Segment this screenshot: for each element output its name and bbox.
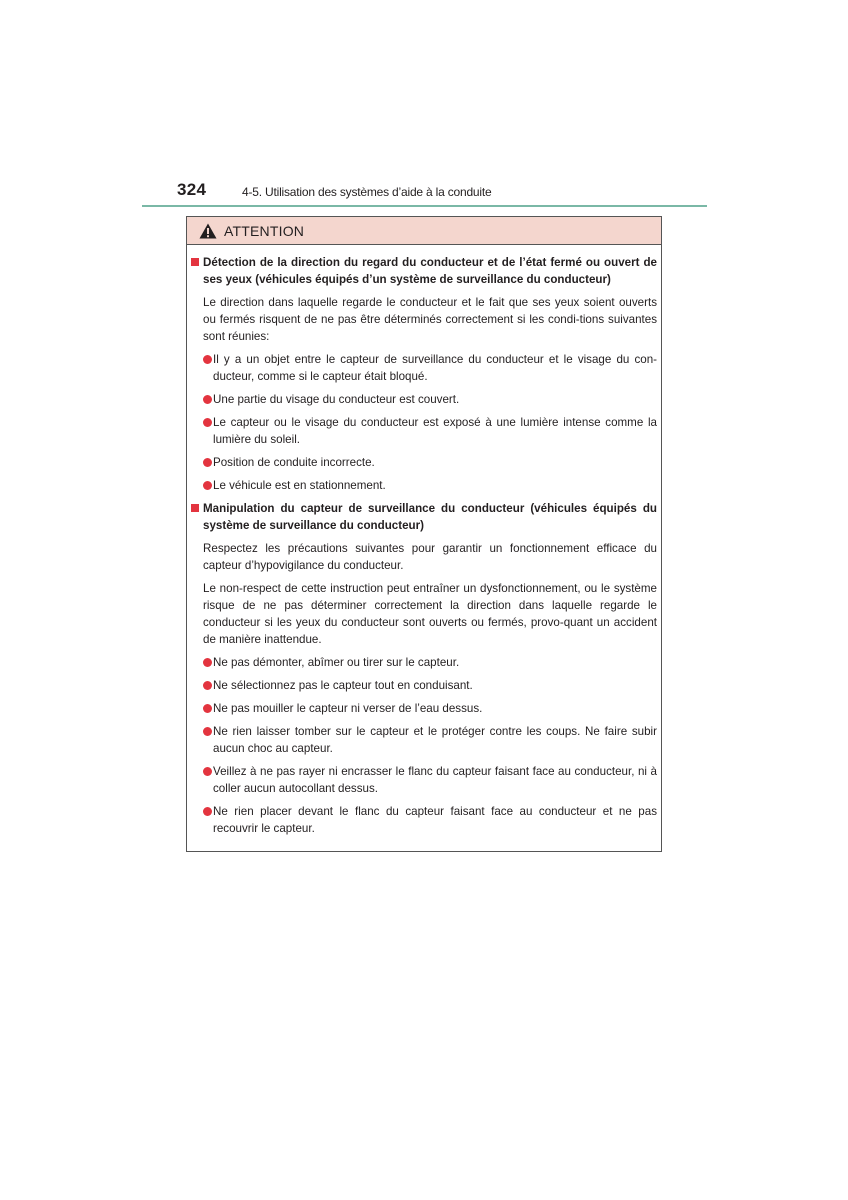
section-heading xyxy=(191,500,657,534)
chapter-title: 4-5. Utilisation des systèmes d’aide à la conduite xyxy=(242,185,492,199)
list-item xyxy=(203,763,657,797)
dot-bullet-icon xyxy=(203,658,212,667)
list-item-text: Veillez à ne pas rayer ni encrasser le flanc du capteur faisant face au conducteur, ni à coller aucun autocollant dessus. xyxy=(213,765,657,795)
page-number: 324 xyxy=(177,180,207,199)
section-heading xyxy=(191,254,657,288)
dot-bullet-icon xyxy=(203,767,212,776)
dot-bullet-icon xyxy=(203,395,212,404)
list-item xyxy=(203,803,657,837)
list-item-text: Ne sélectionnez pas le capteur tout en conduisant. xyxy=(213,679,473,692)
list-item-text: Ne rien placer devant le flanc du capteur faisant face au conducteur et ne pas recouvrir le capteur. xyxy=(213,805,657,835)
list-item-text: Position de conduite incorrecte. xyxy=(213,456,375,469)
list-item-text: Le véhicule est en stationnement. xyxy=(213,479,386,492)
section-heading-text: Détection de la direction du regard du conducteur et de l’état fermé ou ouvert de ses yeux (véhicules équipés d’un système de surveillance du conducteur) xyxy=(203,256,657,286)
list-item-text: Ne pas démonter, abîmer ou tirer sur le capteur. xyxy=(213,656,460,669)
section-sensor-handling xyxy=(191,500,657,837)
list-item-text: Ne rien laisser tomber sur le capteur et le protéger contre les coups. Ne faire subir aucun choc au capteur. xyxy=(213,725,657,755)
caution-content xyxy=(187,245,661,837)
dot-bullet-icon xyxy=(203,681,212,690)
section-paragraph: Respectez les précautions suivantes pour garantir un fonctionnement efficace du capteur d’hypovigilance du conducteur. xyxy=(203,542,657,572)
caution-header xyxy=(187,217,661,245)
square-bullet-icon xyxy=(191,504,199,512)
list-item-text: Ne pas mouiller le capteur ni verser de l’eau dessus. xyxy=(213,702,483,715)
list-item xyxy=(203,477,657,494)
section-paragraph: Le non-respect de cette instruction peut entraîner un dysfonctionnement, ou le système risque de ne pas déterminer correctement la direction dans laquelle regarde le conducteur si les yeux du conducteur sont ouverts ou fermés, provo-quant un accident de manière inattendue. xyxy=(203,582,657,646)
dot-bullet-icon xyxy=(203,481,212,490)
page-header xyxy=(0,178,848,210)
list-item-text: Il y a un objet entre le capteur de surveillance du conducteur et le visage du con-ducteur, comme si le capteur était bloqué. xyxy=(213,353,657,383)
list-item xyxy=(203,677,657,694)
caution-box xyxy=(186,216,662,852)
section-gaze-detection xyxy=(191,254,657,494)
list-item xyxy=(203,723,657,757)
header-divider xyxy=(142,205,707,207)
list-item xyxy=(203,391,657,408)
section-paragraph: Le direction dans laquelle regarde le conducteur et le fait que ses yeux soient ouverts ou fermés risquent de ne pas être déterminés correctement si les condi-tions suivantes sont réunies: xyxy=(203,296,657,343)
section-heading-text: Manipulation du capteur de surveillance du conducteur (véhicules équipés du système de surveillance du conducteur) xyxy=(203,502,657,532)
caution-title: ATTENTION xyxy=(224,222,305,239)
dot-bullet-icon xyxy=(203,355,212,364)
square-bullet-icon xyxy=(191,258,199,266)
list-item xyxy=(203,414,657,448)
list-item-text: Une partie du visage du conducteur est couvert. xyxy=(213,393,460,406)
dot-bullet-icon xyxy=(203,458,212,467)
list-item-text: Le capteur ou le visage du conducteur est exposé à une lumière intense comme la lumière du soleil. xyxy=(213,416,657,446)
list-item xyxy=(203,454,657,471)
list-item xyxy=(203,700,657,717)
list-item xyxy=(203,654,657,671)
warning-icon xyxy=(199,223,217,239)
dot-bullet-icon xyxy=(203,807,212,816)
dot-bullet-icon xyxy=(203,727,212,736)
dot-bullet-icon xyxy=(203,704,212,713)
list-item xyxy=(203,351,657,385)
dot-bullet-icon xyxy=(203,418,212,427)
